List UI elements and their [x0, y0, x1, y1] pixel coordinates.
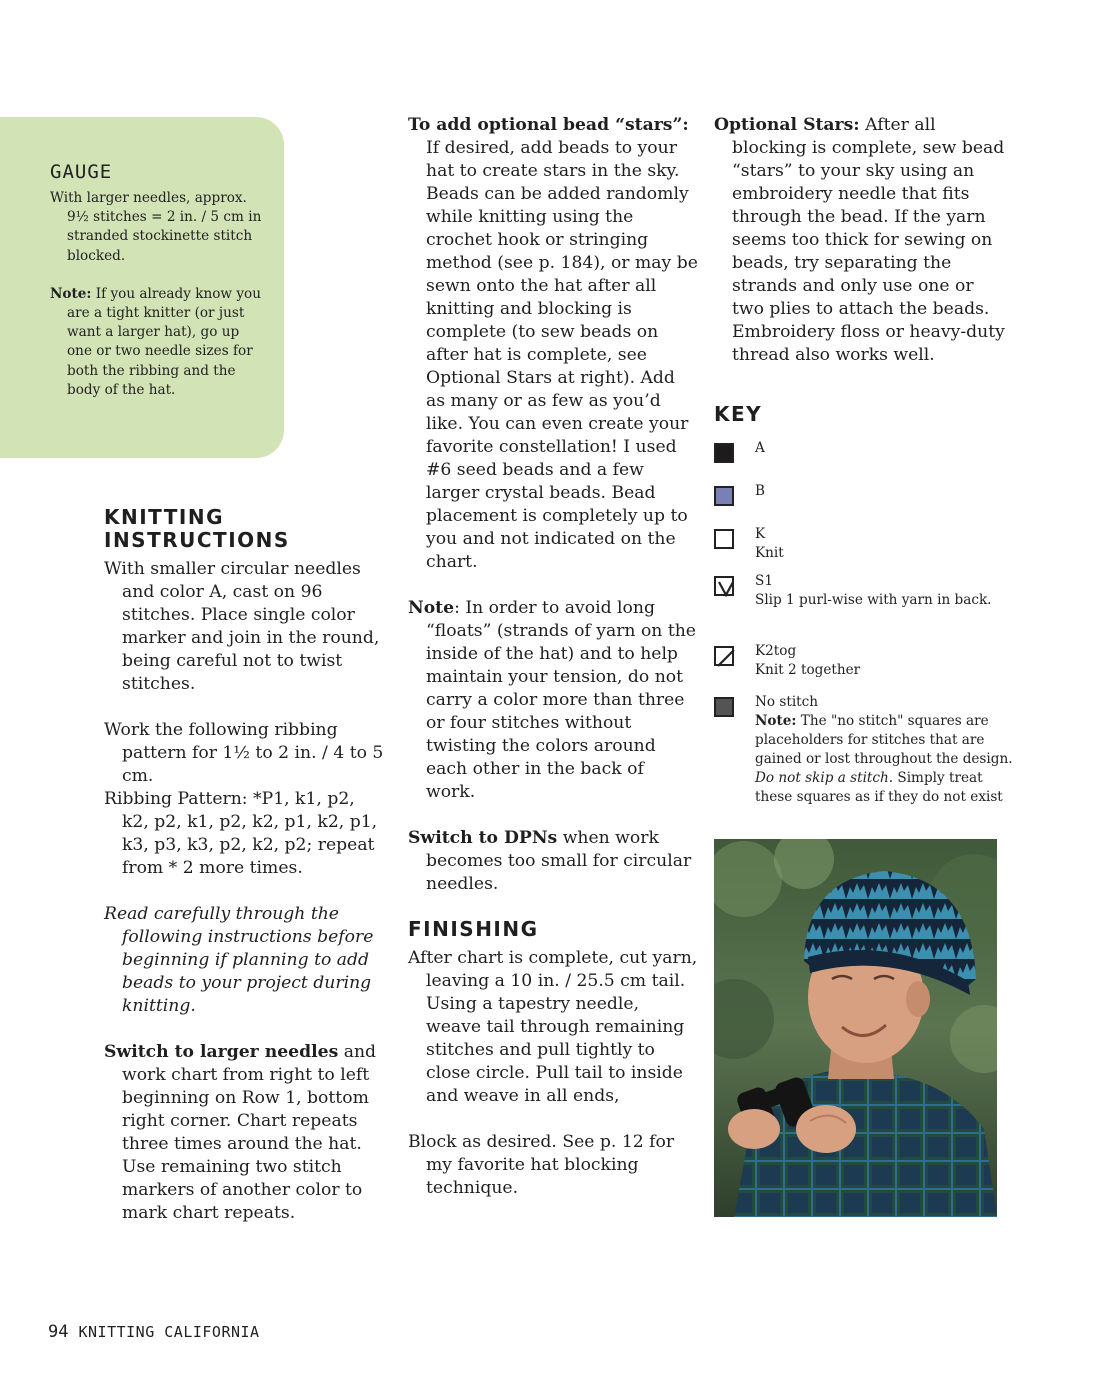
key-text-no-stitch [755, 693, 1015, 807]
beads-paragraph [408, 114, 698, 574]
key-title: KEY [714, 402, 763, 426]
running-title: KNITTING CALIFORNIA [78, 1323, 260, 1341]
switch-needles-text: and work chart from right to left beginning on Row 1, bottom right corner. Chart repeats three times around the hat. Use remaining two stitch markers of another color to mark chart repeats. [122, 1042, 377, 1223]
knit-square-icon [714, 529, 734, 549]
no-stitch-icon [714, 697, 734, 717]
swatch-a-icon [714, 443, 734, 463]
gauge-body: With larger needles, approx. 9½ stitches = 2 in. / 5 cm in stranded stockinette stitch blocked. [50, 190, 262, 264]
floats-note-paragraph [408, 597, 698, 804]
knitting-instructions-heading [104, 506, 386, 552]
gauge-box [0, 117, 284, 458]
key-label-a: A [755, 440, 765, 456]
ribbing-paragraph: Work the following ribbing pattern for 1½ to 2 in. / 4 to 5 cm. [104, 720, 384, 786]
key-text-k2tog [755, 642, 1015, 680]
dpns-text: when work becomes too small for circular needles. [426, 828, 692, 894]
key-label-k2tog: K2tog [755, 643, 797, 659]
page-footer [48, 1322, 260, 1342]
key-label-k: K [755, 526, 766, 542]
key-desc-k: Knit [755, 545, 784, 561]
heading-line-2: INSTRUCTIONS [104, 528, 290, 552]
no-stitch-note-1: The "no stitch" squares are placeholders for stitches that are gained or lost throughout the design. [755, 713, 1013, 767]
no-stitch-note-italic: Do not skip a stitch. [755, 770, 894, 786]
key-text-s1 [755, 572, 1015, 610]
gauge-title: GAUGE [50, 161, 113, 183]
key-label-b: B [755, 483, 765, 499]
beads-bold: To add optional bead “stars”: [408, 115, 689, 135]
no-stitch-note-bold: Note: [755, 713, 797, 729]
cast-on-paragraph: With smaller circular needles and color A, cast on 96 stitches. Place single color marker and join in the round, being careful not to twist stitches. [104, 559, 380, 694]
swatch-b-icon [714, 486, 734, 506]
optional-stars-paragraph [714, 114, 1006, 367]
page-number: 94 [48, 1322, 69, 1342]
dpns-bold: Switch to DPNs [408, 828, 558, 848]
key-desc-s1: Slip 1 purl-wise with yarn in back. [755, 592, 992, 608]
optional-stars-text: After all blocking is complete, sew bead “stars” to your sky using an embroidery needle that fits through the bead. If the yarn seems too thick for sewing on beads, try separating the strands and only use one or two plies to attach the beads. Embroidery floss or heavy-duty thread also works well. [732, 115, 1005, 365]
ribbing-pattern-paragraph: Ribbing Pattern: *P1, k1, p2, k2, p2, k1, p2, k2, p1, k2, p1, k3, p3, k3, p2, k2, p2; repeat from * 2 more times. [104, 789, 378, 878]
key-text-k [755, 525, 1015, 563]
switch-needles-paragraph [104, 1041, 386, 1225]
gauge-note [50, 285, 262, 400]
read-carefully-text: Read carefully through the following instructions before beginning if planning to add beads to your project during knitting. [104, 904, 374, 1016]
finishing-heading: FINISHING [408, 917, 539, 941]
key-label-s1: S1 [755, 573, 773, 589]
switch-needles-bold: Switch to larger needles [104, 1042, 339, 1062]
column-3 [714, 114, 1006, 367]
no-stitch-note-2: Simply treat these squares as if they do not exist [755, 770, 1003, 805]
floats-note-bold: Note [408, 598, 455, 618]
key-label-no-stitch: No stitch [755, 694, 819, 710]
dpns-paragraph [408, 827, 698, 896]
read-carefully-paragraph [104, 903, 386, 1018]
floats-note-text: : In order to avoid long “floats” (strands of yarn on the inside of the hat) and to help maintain your tension, do not carry a color more than three or four stitches without twisting the colors around each other in the back of work. [426, 598, 696, 802]
heading-line-1: KNITTING [104, 505, 225, 529]
no-stitch-note [755, 712, 1015, 807]
key-desc-k2tog: Knit 2 together [755, 662, 861, 678]
knit-two-together-icon [714, 646, 734, 666]
gauge-note-text: If you already know you are a tight knitter (or just want a larger hat), go up one or two needle sizes for both the ribbing and the body of the hat. [67, 285, 261, 398]
finishing-paragraph-2: Block as desired. See p. 12 for my favorite hat blocking technique. [408, 1132, 675, 1198]
man-in-hat-with-binoculars-photo [714, 839, 997, 1217]
gauge-note-label: Note: [50, 285, 92, 302]
finishing-paragraph-1: After chart is complete, cut yarn, leaving a 10 in. / 25.5 cm tail. Using a tapestry needle, weave tail through remaining stitches and pull tightly to close circle. Pull tail to inside and weave in all ends, [408, 948, 698, 1106]
column-1 [104, 506, 386, 1225]
optional-stars-bold: Optional Stars: [714, 115, 860, 135]
beads-text: If desired, add beads to your hat to create stars in the sky. Beads can be added randomly while knitting using the crochet hook or stringing method (see p. 184), or may be sewn onto the hat after all knitting and blocking is complete (to sew beads on after hat is complete, see Optional Stars at right). Add as many or as few as you’d like. You can even create your favorite constellation! I used #6 seed beads and a few larger crystal beads. Bead placement is completely up to you and not indicated on the chart. [426, 138, 698, 572]
slip-stitch-icon [714, 576, 734, 596]
column-2 [408, 114, 698, 1200]
